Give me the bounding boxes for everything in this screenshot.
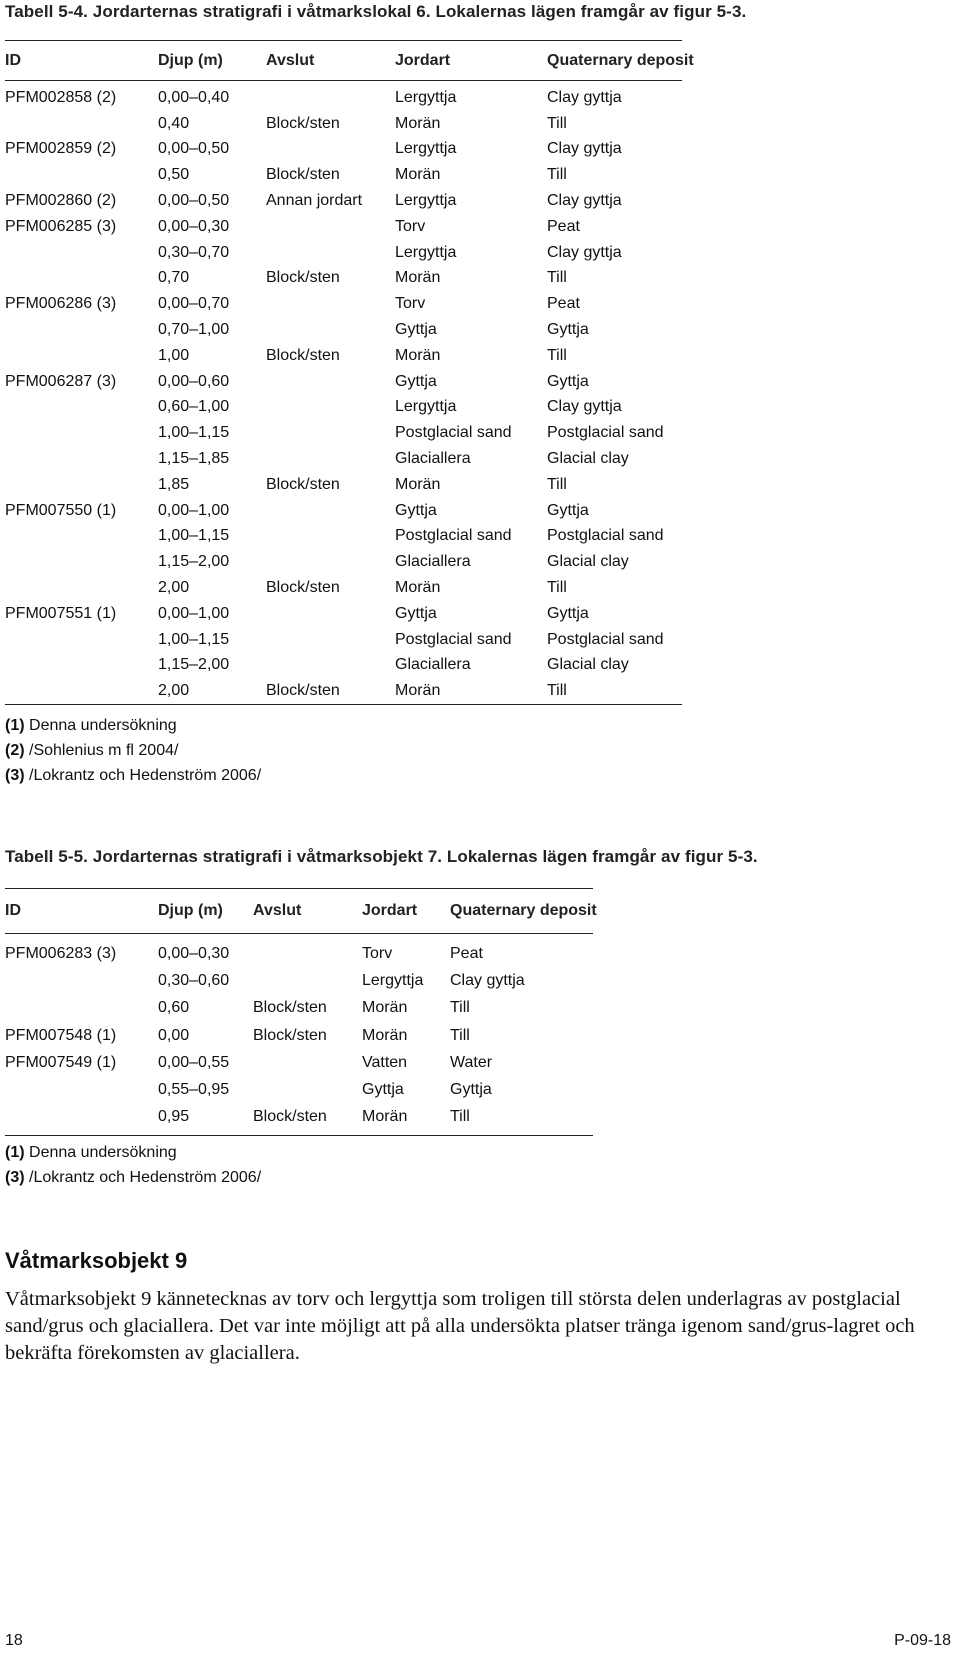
table-cell: 0,30–0,60 — [158, 971, 230, 989]
table-cell: Torv — [395, 217, 426, 235]
table-row — [5, 498, 682, 524]
table2-footnotes — [5, 1136, 593, 1190]
table-cell: Gyttja — [395, 604, 437, 622]
table-cell: 0,55–0,95 — [158, 1081, 230, 1099]
footnote-text: /Lokrantz och Hedenström 2006/ — [24, 767, 262, 785]
table-cell: PFM006286 (3) — [5, 295, 117, 313]
table-cell: Torv — [362, 944, 393, 962]
table-cell: Gyttja — [547, 604, 589, 622]
table-cell: 1,00–1,15 — [158, 424, 230, 442]
table-cell: PFM006287 (3) — [5, 372, 117, 390]
table-cell: Block/sten — [266, 579, 340, 597]
table1-caption: Tabell 5-4. Jordarternas stratigrafi i våtmarkslokal 6. Lokalernas lägen framgår av figur 5-3. — [5, 2, 747, 21]
section-heading: Våtmarksobjekt 9 — [5, 1248, 188, 1273]
table-cell: Annan jordart — [266, 192, 363, 210]
table-cell: 1,15–2,00 — [158, 656, 230, 674]
table-cell: Clay gyttja — [547, 140, 622, 158]
table-row — [5, 369, 682, 395]
table1-header-1: Djup (m) — [158, 51, 223, 69]
table-cell: 0,70 — [158, 269, 190, 287]
footnote — [5, 1165, 593, 1190]
table-cell: Morän — [395, 269, 441, 287]
table-cell: Postglacial sand — [547, 630, 664, 648]
table-cell: 0,00–0,55 — [158, 1053, 230, 1071]
table-cell: Peat — [547, 217, 580, 235]
table-cell: 0,00–0,50 — [158, 140, 230, 158]
table-cell: 0,60 — [158, 999, 190, 1017]
table1-header-0: ID — [5, 51, 21, 69]
table-row — [5, 395, 682, 421]
table-row — [5, 1076, 593, 1103]
table-row — [5, 627, 682, 653]
table-cell: Gyttja — [547, 501, 589, 519]
table-cell: Gyttja — [547, 372, 589, 390]
table-cell: Gyttja — [395, 501, 437, 519]
table-cell: PFM006283 (3) — [5, 944, 117, 962]
footnote-number: (1) — [5, 717, 25, 735]
table-cell: Peat — [450, 944, 483, 962]
table-cell: Till — [547, 114, 567, 132]
table-cell: 1,15–2,00 — [158, 553, 230, 571]
footnote-number: (1) — [5, 1144, 25, 1162]
footnote — [5, 738, 682, 763]
table-row — [5, 1022, 593, 1049]
table-cell: Block/sten — [266, 682, 340, 700]
table-row — [5, 111, 682, 137]
table-row — [5, 653, 682, 679]
table-cell: Clay gyttja — [547, 243, 622, 261]
table-cell: Gyttja — [547, 321, 589, 339]
report-id: P-09-18 — [894, 1632, 951, 1649]
table1-footnotes — [5, 705, 682, 788]
table-cell: 1,00–1,15 — [158, 630, 230, 648]
table-cell: Morän — [395, 579, 441, 597]
table-cell: Till — [547, 166, 567, 184]
table-row — [5, 420, 682, 446]
table1-header-row — [5, 40, 694, 81]
table-row — [5, 1049, 593, 1076]
table-cell: Lergyttja — [395, 192, 457, 210]
table-cell: PFM002859 (2) — [5, 140, 117, 158]
table-cell: Till — [547, 269, 567, 287]
table-cell: 1,85 — [158, 475, 190, 493]
table-row — [5, 549, 682, 575]
table-row — [5, 575, 682, 601]
table2-header-4: Quaternary deposit — [450, 902, 597, 919]
table-cell: Peat — [547, 295, 580, 313]
table-cell: Block/sten — [253, 999, 327, 1017]
table-row — [5, 188, 682, 214]
table1-header-4: Quaternary deposit — [547, 51, 694, 69]
table-cell: Gyttja — [395, 372, 437, 390]
table-row — [5, 472, 682, 498]
table-cell: 0,40 — [158, 114, 190, 132]
table-cell: PFM007548 (1) — [5, 1026, 117, 1044]
table-cell: Morän — [395, 114, 441, 132]
table-cell: Morän — [395, 346, 441, 364]
table-cell: 0,00–0,50 — [158, 192, 230, 210]
table-cell: PFM007551 (1) — [5, 604, 117, 622]
table-cell: 0,00–0,30 — [158, 217, 230, 235]
table-cell: Clay gyttja — [547, 192, 622, 210]
table-cell: 1,15–1,85 — [158, 450, 230, 468]
table-cell: Block/sten — [266, 346, 340, 364]
table-row — [5, 678, 682, 704]
footnote — [5, 713, 682, 738]
table-cell: Morän — [362, 1026, 408, 1044]
table-cell: Till — [450, 1108, 470, 1126]
footnote-text: Denna undersökning — [24, 717, 177, 735]
table-cell: Water — [450, 1053, 493, 1071]
page-number: 18 — [5, 1632, 23, 1649]
table-cell: PFM002860 (2) — [5, 192, 117, 210]
table-cell: Block/sten — [266, 475, 340, 493]
footnote-number: (3) — [5, 1169, 25, 1187]
table-cell: Till — [547, 682, 567, 700]
table-cell: PFM002858 (2) — [5, 88, 117, 106]
table-cell: PFM007549 (1) — [5, 1053, 117, 1071]
table-cell: 0,50 — [158, 166, 190, 184]
footnote — [5, 763, 682, 788]
table-cell: 0,00–1,00 — [158, 604, 230, 622]
table-cell: Glacial clay — [547, 450, 629, 468]
table-cell: PFM006285 (3) — [5, 217, 117, 235]
table-cell: Block/sten — [266, 114, 340, 132]
table-cell: Lergyttja — [395, 88, 457, 106]
table-cell: Lergyttja — [395, 398, 457, 416]
table-row — [5, 266, 682, 292]
table-cell: Clay gyttja — [450, 971, 525, 989]
table-row — [5, 291, 682, 317]
table2-header-row — [5, 888, 597, 934]
table-cell: PFM007550 (1) — [5, 501, 117, 519]
table-cell: Gyttja — [450, 1081, 492, 1099]
table2-header-0: ID — [5, 902, 21, 919]
table-cell: 1,00 — [158, 346, 190, 364]
table-cell: Postglacial sand — [547, 424, 664, 442]
table1-header-3: Jordart — [395, 51, 451, 69]
table2-header-2: Avslut — [253, 902, 302, 919]
table-cell: 0,70–1,00 — [158, 321, 230, 339]
table-cell: 0,30–0,70 — [158, 243, 230, 261]
table-cell: Morän — [395, 166, 441, 184]
footnote-text: Denna undersökning — [24, 1144, 177, 1162]
table-row — [5, 940, 593, 967]
table-cell: Lergyttja — [395, 243, 457, 261]
table-cell: Lergyttja — [395, 140, 457, 158]
table-cell: 0,00 — [158, 1026, 190, 1044]
table-cell: Torv — [395, 295, 426, 313]
table1-header-2: Avslut — [266, 51, 315, 69]
table-row — [5, 343, 682, 369]
table-cell: 0,00–0,40 — [158, 88, 230, 106]
footnote-number: (2) — [5, 742, 25, 760]
table1-body — [5, 81, 682, 705]
table-cell: 0,60–1,00 — [158, 398, 230, 416]
table-row — [5, 995, 593, 1022]
table-cell: Postglacial sand — [395, 424, 512, 442]
table-cell: Block/sten — [266, 269, 340, 287]
footnote-text: /Sohlenius m fl 2004/ — [24, 742, 179, 760]
table-row — [5, 240, 682, 266]
table2-body — [5, 934, 593, 1136]
table-row — [5, 1104, 593, 1131]
table-cell: Glaciallera — [395, 656, 471, 674]
table-cell: Postglacial sand — [395, 527, 512, 545]
table-cell: Morän — [395, 682, 441, 700]
table-row — [5, 214, 682, 240]
table-row — [5, 137, 682, 163]
footnote-text: /Lokrantz och Hedenström 2006/ — [24, 1169, 262, 1187]
table-cell: Vatten — [362, 1053, 408, 1071]
table-cell: Glacial clay — [547, 656, 629, 674]
table-row — [5, 85, 682, 111]
table-row — [5, 446, 682, 472]
table-cell: 0,00–0,60 — [158, 372, 230, 390]
table-cell: 2,00 — [158, 579, 190, 597]
table-cell: Morän — [362, 999, 408, 1017]
table-cell: Postglacial sand — [547, 527, 664, 545]
footnote-number: (3) — [5, 767, 25, 785]
table-cell: Glaciallera — [395, 450, 471, 468]
table-cell: Gyttja — [362, 1081, 404, 1099]
table-cell: Till — [450, 1026, 470, 1044]
table-cell: Lergyttja — [362, 971, 424, 989]
table-cell: Till — [547, 475, 567, 493]
table-cell: Postglacial sand — [395, 630, 512, 648]
table-cell: Till — [547, 579, 567, 597]
section-paragraph: Våtmarksobjekt 9 kännetecknas av torv och lergyttja som troligen till största delen underlagras av postglacial sand/grus och glaciallera. Det var inte möjligt att på alla undersökta platser tränga igenom sand/grus-lagret och bekräfta förekomsten av glaciallera. — [5, 1288, 915, 1364]
table-cell: Clay gyttja — [547, 88, 622, 106]
table-row — [5, 317, 682, 343]
table-cell: 0,00–0,30 — [158, 944, 230, 962]
footnote — [5, 1140, 593, 1165]
table-cell: 2,00 — [158, 682, 190, 700]
table-cell: Clay gyttja — [547, 398, 622, 416]
table-row — [5, 601, 682, 627]
table-cell: 0,95 — [158, 1108, 190, 1126]
table-cell: 1,00–1,15 — [158, 527, 230, 545]
table-cell: Glaciallera — [395, 553, 471, 571]
table2 — [5, 888, 597, 1190]
table2-header-3: Jordart — [362, 902, 418, 919]
table-cell: Gyttja — [395, 321, 437, 339]
table-row — [5, 967, 593, 994]
table-cell: 0,00–0,70 — [158, 295, 230, 313]
table1 — [5, 40, 694, 788]
table-row — [5, 524, 682, 550]
table-cell: Till — [450, 999, 470, 1017]
table2-header-1: Djup (m) — [158, 902, 223, 919]
table-cell: Till — [547, 346, 567, 364]
table-cell: Glacial clay — [547, 553, 629, 571]
table-cell: Block/sten — [253, 1026, 327, 1044]
table-cell: Block/sten — [253, 1108, 327, 1126]
table-row — [5, 162, 682, 188]
table2-caption: Tabell 5-5. Jordarternas stratigrafi i våtmarksobjekt 7. Lokalernas lägen framgår av figur 5-3. — [5, 847, 758, 866]
table-cell: Block/sten — [266, 166, 340, 184]
table-cell: Morän — [395, 475, 441, 493]
table-cell: Morän — [362, 1108, 408, 1126]
table-cell: 0,00–1,00 — [158, 501, 230, 519]
